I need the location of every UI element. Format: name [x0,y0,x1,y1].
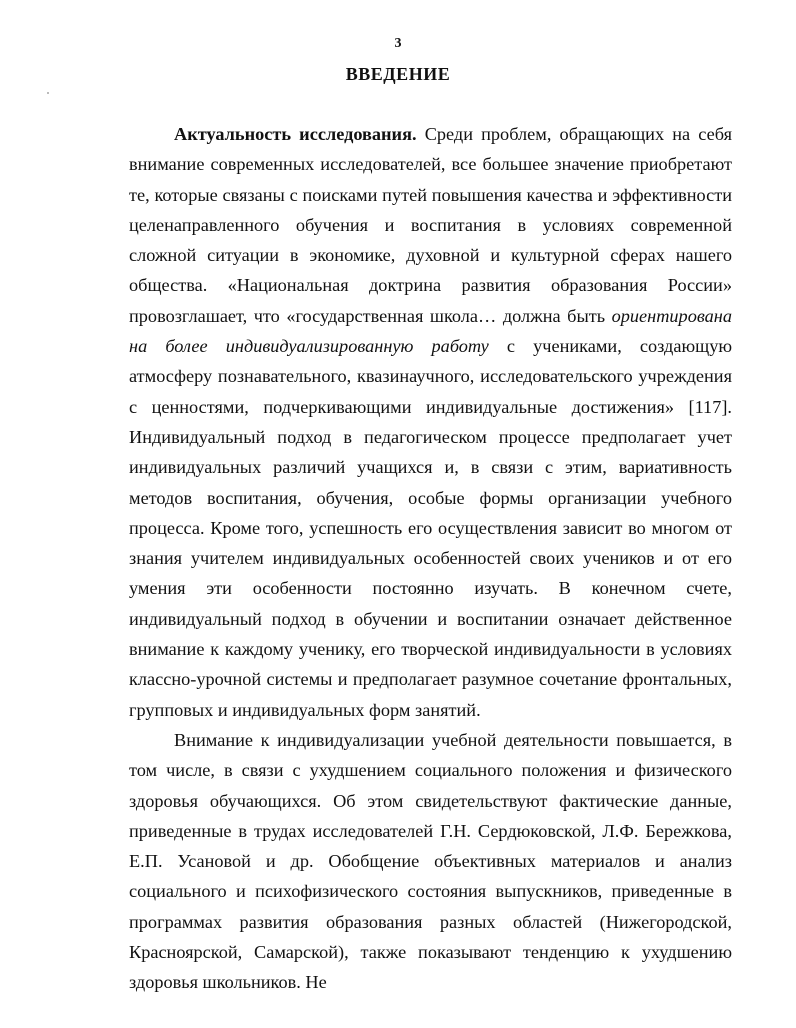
page-number: 3 [394,36,402,51]
page-title: ВВЕДЕНИЕ [345,64,451,84]
emphasized-quote: ориентирована на более индивидуализированную работу [129,305,732,357]
paragraph-lead-heading: Актуальность исследования. [174,124,417,144]
paragraph-individualization: Внимание к индивидуализации учебной деятельности повышается, в том числе, в связи с ухудшением социального положения и физического здоровья обучающихся. Об этом свидетельствуют фактические данные, приведенные в трудах исследователей Г.Н. Сердюковской, Л.Ф. Бережкова, Е.П. Усановой и др. Обобщение объективных материалов и анализ социального и психофизического состояния выпускников, приведенные в программах развития образования разных областей (Нижегородской, Красноярской, Самарской), также показывают тенденцию к ухудшению здоровья школьников. Не [129,729,732,993]
document-body [129,119,732,998]
paragraph-relevance [129,119,732,725]
paragraph-text: Среди проблем, обращающих на себя внимание современных исследователей, все большее значение приобретают те, которые связаны с поисками путей повышения качества и эффективности целенаправленного обучения и воспитания в условиях современной сложной ситуации в экономике, духовной и культурной сферах нашего общества. «Национальная доктрина развития образования России» провозглашает, что «государственная школа… должна быть [129,124,732,326]
paragraph-text: с учениками, создающую атмосферу познавательного, квазинаучного, исследовательского учреждения с ценностями, подчеркивающими индивидуальные достижения» [117]. Индивидуальный подход в педагогическом процессе предполагает учет индивидуальных различий учащихся и, в связи с этим, вариативность методов воспитания, обучения, особые формы организации учебного процесса. Кроме того, успешность его осуществления зависит во многом от знания учителем индивидуальных особенностей своих учеников и от его умения эти особенности постоянно изучать. В конечном счете, индивидуальный подход в обучении и воспитании означает действенное внимание к каждому ученику, его творческой индивидуальности в условиях классно-урочной системы и предполагает разумное сочетание фронтальных, групповых и индивидуальных форм занятий. [129,336,732,720]
margin-mark [47,92,49,94]
